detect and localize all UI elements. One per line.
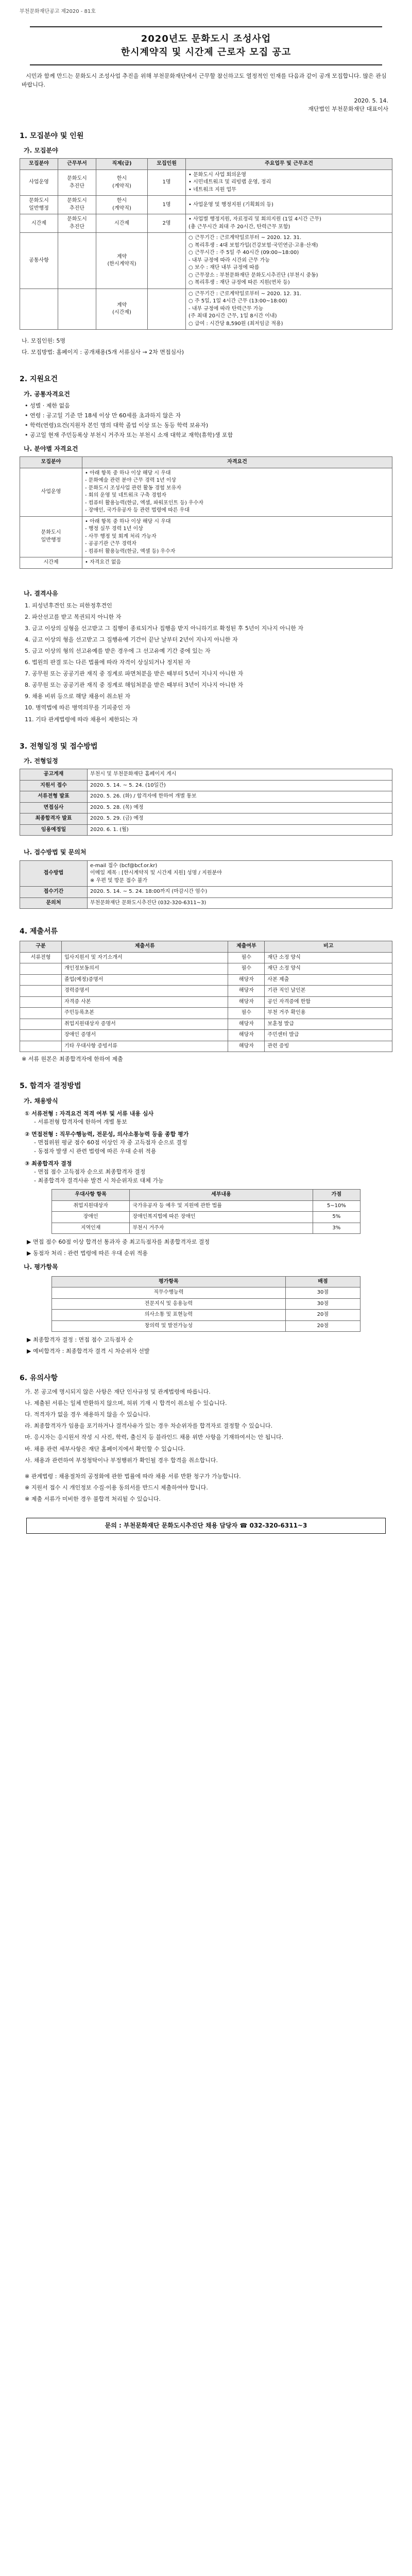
intro-text: 시민과 함께 만드는 문화도시 조성사업 추진을 위해 부천문화재단에서 근무할 참신하고도 열정적인 인재를 다음과 같이 공개 모집합니다. 많은 관심 바랍니다.	[22, 72, 387, 89]
table-cell: 졸업(예정)증명서	[62, 974, 228, 986]
table-cell: 의사소통 및 표현능력	[52, 1310, 286, 1321]
table-header: 세부내용	[130, 1190, 313, 1201]
note: ※ 서류 원본은 최종합격자에 한하여 제출	[22, 1056, 123, 1063]
table-cell: 취업지원대상자	[52, 1200, 130, 1212]
table-row	[20, 952, 392, 963]
requirements-table	[20, 456, 392, 569]
table-cell: 해당자	[228, 986, 265, 997]
table-cell: 2020. 5. 14. ~ 5. 24. 18:00까지 (마감시간 엄수)	[88, 887, 392, 898]
subsection-heading: 가. 모집분야	[24, 147, 58, 155]
list-item: 10. 병역법에 따른 병역의무를 기피중인 자	[25, 704, 130, 711]
step-body: - 면접 점수 고득점자 순으로 최종합격자 결정 - 최종합격자 결격사유 발견 시 차순위자로 대체 가능	[34, 1168, 164, 1184]
table-cell: 관련 증빙	[265, 1041, 392, 1052]
list-item: • 성별 · 제한 없음	[25, 402, 70, 409]
table-cell: 장애인	[52, 1212, 130, 1223]
list-item: 7. 공무원 또는 공공기관 재직 중 징계로 파면처분을 받은 때부터 5년이 지나지 아니한 자	[25, 670, 244, 677]
list-item: 6. 법원의 판결 또는 다른 법률에 따라 자격이 상실되거나 정지된 자	[25, 659, 191, 666]
table-header: 자격요건	[82, 457, 392, 468]
subsection-heading: 나. 접수방법 및 문의처	[24, 849, 87, 856]
notice-date: 2020. 5. 14.	[354, 97, 388, 104]
table-cell: 계약 (시간제)	[96, 289, 148, 330]
table-cell: 시간제	[20, 557, 82, 569]
table-cell: 직무수행능력	[52, 1287, 286, 1299]
table-header: 비고	[265, 941, 392, 953]
table-cell: 공인 자격증에 한함	[265, 996, 392, 1008]
table-row	[20, 196, 392, 214]
selection-step	[25, 1110, 392, 1126]
evaluation-table	[52, 1276, 360, 1332]
table-row	[20, 516, 392, 557]
list-item: 11. 기타 관계법령에 따라 채용이 제한되는 자	[25, 716, 138, 723]
table-cell: 기관 직인 날인본	[265, 986, 392, 997]
table-cell: • 사업운영 및 행정지원 (기획회의 등)	[186, 196, 392, 214]
table-cell	[20, 1030, 62, 1041]
table-cell: 부천시 및 부천문화재단 홈페이지 게시	[88, 769, 392, 781]
table-cell: 부천시 거주자	[130, 1223, 313, 1234]
table-cell: ○ 근무기간 : 근로계약일로부터 ~ 2020. 12. 31. ○ 주 5일, 1일 4시간 근무 (13:00~18:00) - 내부 규정에 따라 탄력근무 가능 (주 최대 20시간 근무, 1일 8시간 이내) ○ 급여 : 시간당 8,590원 (최저임금 적용)	[186, 289, 392, 330]
table-cell: 입사지원서 및 자기소개서	[62, 952, 228, 963]
table-row	[20, 791, 392, 803]
table-cell: 서류전형 발표	[20, 791, 88, 803]
subsection-heading: 나. 평가항목	[24, 1263, 58, 1271]
step-head: ③ 최종합격자 결정	[25, 1160, 72, 1167]
step-body: - 면접위원 평균 점수 60점 이상인 자 중 고득점자 순으로 결정 - 동점자 발생 시 관련 법령에 따른 우대 순위 적용	[34, 1139, 187, 1155]
table-cell: 문화도시 추진단	[58, 214, 96, 233]
table-cell: 해당자	[228, 1030, 265, 1041]
selection-steps	[25, 1110, 392, 1185]
table-header: 주요업무 및 근무조건	[186, 159, 392, 170]
table-cell: • 아래 항목 중 하나 이상 해당 시 우대 - 문화예술 관련 분야 근무 경력 1년 이상 - 문화도시 조성사업 관련 활동 경험 보유자 - 회의 운영 및 네트워크 구축 경험자 - 컴퓨터 활용능력(한글, 엑셀, 파워포인트 등) 우수자 - 장애인, 국가유공자 등 관련 법령에 따른 우대	[82, 468, 392, 516]
table-cell: 2020. 5. 26. (화) / 합격자에 한하여 개별 통보	[88, 791, 392, 803]
table-row	[52, 1212, 360, 1223]
table-header: 구분	[20, 941, 62, 953]
list-item: 9. 채용 비위 등으로 해당 채용이 취소된 자	[25, 693, 130, 700]
table-cell: 사업운영	[20, 468, 82, 516]
table-cell: 재단 소정 양식	[265, 963, 392, 975]
notice-title: 2020년도 문화도시 조성사업 한시계약직 및 시간제 근로자 모집 공고	[30, 26, 382, 65]
table-header: 직제(급)	[96, 159, 148, 170]
table-header: 제출서류	[62, 941, 228, 953]
list-item: ※ 지원서 접수 시 개인정보 수집·이용 동의서를 반드시 제출하여야 합니다.	[25, 1484, 208, 1491]
table-cell: 사업운영	[20, 170, 58, 196]
step-body: - 서류전형 합격자에 한하여 개별 통보	[34, 1118, 127, 1125]
table-row	[52, 1298, 360, 1310]
table-row	[20, 769, 392, 781]
table-cell: 임용예정일	[20, 824, 88, 836]
table-cell: 2020. 5. 14. ~ 5. 24. (10일간)	[88, 780, 392, 791]
selection-step	[25, 1160, 392, 1185]
subsection-heading: 나. 결격사유	[24, 589, 58, 597]
contact-bar: 문의 : 부천문화재단 문화도시추진단 채용 담당자 ☎ 032-320-6311~3	[26, 1518, 386, 1534]
list-item: 바. 채용 관련 세부사항은 재단 홈페이지에서 확인할 수 있습니다.	[25, 1445, 185, 1452]
list-item: 4. 금고 이상의 형을 선고받고 그 집행유예 기간이 끝난 날부터 2년이 지나지 아니한 자	[25, 636, 238, 643]
table-cell: • 사업별 행정지원, 자료정리 및 회의지원 (1일 4시간 근무) (총 근무시간 최대 주 20시간, 탄력근무 포함)	[186, 214, 392, 233]
list-item: 나. 제출된 서류는 일체 반환하지 않으며, 허위 기재 시 합격이 취소될 수 있습니다.	[25, 1400, 227, 1407]
table-cell	[20, 974, 62, 986]
table-header: 모집분야	[20, 457, 82, 468]
list-item: 8. 공무원 또는 공공기관 재직 중 징계로 해임처분을 받은 때부터 3년이 지나지 아니한 자	[25, 682, 244, 689]
table-header: 제출여부	[228, 941, 265, 953]
table-cell: 문화도시 추진단	[58, 170, 96, 196]
table-cell	[20, 986, 62, 997]
subsection-heading: 가. 채용방식	[24, 1097, 58, 1105]
table-cell: 최종합격자 발표	[20, 814, 88, 825]
notice-page	[20, 0, 392, 1554]
table-cell: 해당자	[228, 1041, 265, 1052]
table-cell: 20점	[285, 1320, 360, 1332]
table-cell: 취업지원대상자 증명서	[62, 1019, 228, 1030]
table-cell: 부천 거주 확인용	[265, 1008, 392, 1019]
table-cell: 한시 (계약직)	[96, 196, 148, 214]
table-cell: 국가유공자 등 예우 및 지원에 관한 법률	[130, 1200, 313, 1212]
note: ▶ 예비합격자 : 최종합격자 결격 시 차순위자 선발	[27, 1348, 150, 1355]
table-header: 가점	[313, 1190, 360, 1201]
table-row	[52, 1310, 360, 1321]
table-cell: 문의처	[20, 897, 88, 909]
table-cell: 개인정보동의서	[62, 963, 228, 975]
table-row	[20, 974, 392, 986]
table-cell: 2명	[148, 214, 186, 233]
table-cell: e-mail 접수 (bcf@bcf.or.kr) 이메일 제목 : [한시계약직 및 시간제 지원] 성명 / 지원분야 ※ 우편 및 방문 접수 불가	[88, 860, 392, 887]
table-cell: 장애인 증명서	[62, 1030, 228, 1041]
table-cell: 주민등록초본	[62, 1008, 228, 1019]
list-item: 사. 채용과 관련하여 부정청탁이나 부정행위가 확인될 경우 합격을 취소합니다.	[25, 1456, 218, 1464]
table-row	[20, 170, 392, 196]
list-item: • 연령 : 공고일 기준 만 18세 이상 만 60세를 초과하지 않은 자	[25, 412, 181, 419]
table-cell: • 자격요건 없음	[82, 557, 392, 569]
table-cell: 자격증 사본	[62, 996, 228, 1008]
table-row	[52, 1320, 360, 1332]
recruit-table	[20, 158, 392, 330]
table-row	[20, 1008, 392, 1019]
table-cell: 20점	[285, 1310, 360, 1321]
table-cell: 30점	[285, 1287, 360, 1299]
notice-signer: 재단법인 부천문화재단 대표이사	[308, 105, 388, 112]
section-heading: 3. 전형일정 및 접수방법	[20, 742, 98, 751]
subsection-heading: 가. 전형일정	[24, 757, 58, 765]
list-item: 2. 파산선고를 받고 복권되지 아니한 자	[25, 614, 122, 621]
table-cell: • 아래 항목 중 하나 이상 해당 시 우대 - 행정 실무 경력 1년 이상 - 사무 행정 및 회계 처리 가능자 - 공공기관 근무 경력자 - 컴퓨터 활용능력(한글, 엑셀 등) 우수자	[82, 516, 392, 557]
table-cell: 주민센터 발급	[265, 1030, 392, 1041]
list-item: ※ 제출 서류가 미비한 경우 불합격 처리될 수 있습니다.	[25, 1495, 161, 1502]
table-cell: 3%	[313, 1223, 360, 1234]
table-row	[20, 963, 392, 975]
table-cell: 보훈청 발급	[265, 1019, 392, 1030]
table-cell: 지원서 접수	[20, 780, 88, 791]
table-cell: 기타 우대사항 증빙서류	[62, 1041, 228, 1052]
table-row	[52, 1223, 360, 1234]
documents-table	[20, 941, 392, 1052]
table-header: 배점	[285, 1276, 360, 1287]
table-row	[20, 986, 392, 997]
list-item: 5. 금고 이상의 형의 선고유예를 받은 경우에 그 선고유예 기간 중에 있는 자	[25, 648, 211, 655]
list-item: • 공고일 현재 주민등록상 부천시 거주자 또는 부천시 소재 대학교 재학(휴학)생 포함	[25, 431, 233, 438]
list-item: ※ 관계법령 : 채용절차의 공정화에 관한 법률에 따라 채용 서류 반환 청구가 가능합니다.	[25, 1472, 241, 1480]
table-header: 우대사항 항목	[52, 1190, 130, 1201]
note: ▶ 동점자 처리 : 관련 법령에 따른 우대 순위 적용	[27, 1250, 148, 1257]
table-cell: 장애인복지법에 따른 장애인	[130, 1212, 313, 1223]
table-row	[20, 214, 392, 233]
table-cell: 공통사항	[20, 233, 58, 289]
table-cell: 경력증명서	[62, 986, 228, 997]
table-row	[20, 233, 392, 289]
table-cell: 1명	[148, 170, 186, 196]
subsection-heading: 가. 공통자격요건	[24, 390, 70, 398]
table-cell: 전문지식 및 응용능력	[52, 1298, 286, 1310]
table-cell: 문화도시 추진단	[58, 196, 96, 214]
table-cell: 서류전형	[20, 952, 62, 963]
step-head: ② 면접전형 : 직무수행능력, 전문성, 의사소통능력 등을 종합 평가	[25, 1131, 189, 1138]
table-row	[20, 802, 392, 814]
table-cell	[148, 289, 186, 330]
table-cell: 접수기간	[20, 887, 88, 898]
table-cell: 2020. 6. 1. (월)	[88, 824, 392, 836]
table-row	[52, 1200, 360, 1212]
table-cell	[58, 289, 96, 330]
application-table	[20, 860, 392, 909]
table-cell: 부천문화재단 문화도시추진단 (032-320-6311~3)	[88, 897, 392, 909]
table-cell: 문화도시 일반행정	[20, 516, 82, 557]
section-heading: 6. 유의사항	[20, 1374, 58, 1382]
table-row	[52, 1287, 360, 1299]
table-row	[20, 557, 392, 569]
table-cell	[20, 1008, 62, 1019]
caution-extra-list	[20, 1472, 392, 1503]
table-cell	[20, 1019, 62, 1030]
table-row	[20, 860, 392, 887]
table-cell: 2020. 5. 29. (금) 예정	[88, 814, 392, 825]
table-cell: • 문화도시 사업 회의운영 • 시민네트워크 및 리빙랩 운영, 정리 • 네트워크 지원 업무	[186, 170, 392, 196]
table-row	[20, 824, 392, 836]
list-item: • 학력(연령)요건(지원자 본인 명의 대학 졸업 이상 또는 동등 학력 보유자)	[25, 421, 209, 429]
table-cell	[20, 289, 58, 330]
table-cell: 창의력 및 발전가능성	[52, 1320, 286, 1332]
selection-step	[25, 1130, 392, 1156]
table-cell: 사본 제출	[265, 974, 392, 986]
note: 나. 모집인원: 5명	[22, 337, 65, 345]
table-header: 모집분야	[20, 159, 58, 170]
table-cell	[20, 996, 62, 1008]
section-heading: 2. 지원요건	[20, 375, 58, 384]
common-requirements	[20, 402, 392, 439]
section-heading: 5. 합격자 결정방법	[20, 1082, 81, 1091]
table-cell: 30점	[285, 1298, 360, 1310]
table-cell: 문화도시 일반행정	[20, 196, 58, 214]
table-header: 평가항목	[52, 1276, 286, 1287]
schedule-table	[20, 769, 392, 836]
subsection-heading: 나. 분야별 자격요건	[24, 445, 78, 452]
table-cell	[148, 233, 186, 289]
table-cell: 시간제	[20, 214, 58, 233]
table-cell: 한시 (계약직)	[96, 170, 148, 196]
step-head: ① 서류전형 : 자격요건 적격 여부 및 서류 내용 심사	[25, 1110, 154, 1117]
table-cell: 접수방법	[20, 860, 88, 887]
list-item: 1. 피성년후견인 또는 피한정후견인	[25, 602, 112, 609]
caution-list	[20, 1387, 392, 1464]
preference-table	[52, 1189, 360, 1234]
table-row	[20, 814, 392, 825]
table-cell	[20, 963, 62, 975]
table-cell: 재단 소정 양식	[265, 952, 392, 963]
notice-number: 부천문화재단공고 제2020 - 81호	[20, 9, 96, 14]
table-row	[20, 887, 392, 898]
table-cell: ○ 근무기간 : 근로계약일로부터 ~ 2020. 12. 31. ○ 복리후생 : 4대 보험가입(건강보험·국민연금·고용·산재) ○ 근무시간 : 주 5일 주 40시간 (09:00~18:00) - 내부 규정에 따라 시간외 근무 가능 ○ 보수 : 재단 내부 규정에 따름 ○ 근무장소 : 부천문화재단 문화도시추진단 (부천시 중동) ○ 복리후생 : 재단 규정에 따른 지원(연차 등)	[186, 233, 392, 289]
table-cell: 시간제	[96, 214, 148, 233]
table-header: 모집인원	[148, 159, 186, 170]
table-row	[20, 1041, 392, 1052]
note: 다. 모집방법: 홈페이지 : 공개채용(5개 서류심사 → 2차 면접심사)	[22, 349, 184, 356]
table-cell: 해당자	[228, 1019, 265, 1030]
table-cell: 5%	[313, 1212, 360, 1223]
table-cell: 필수	[228, 1008, 265, 1019]
list-item: 마. 응시자는 응시원서 작성 시 사진, 학력, 출신지 등 블라인드 채용 위반 사항을 기재하여서는 안 됩니다.	[25, 1434, 284, 1441]
table-cell: 공고게재	[20, 769, 88, 781]
disqualification-list	[20, 601, 392, 724]
list-item: 라. 최종합격자가 임용을 포기하거나 결격사유가 있는 경우 차순위자를 합격자로 결정할 수 있습니다.	[25, 1422, 273, 1430]
list-item: 가. 본 공고에 명시되지 않은 사항은 재단 인사규정 및 관계법령에 따릅니다.	[25, 1388, 211, 1396]
note: ▶ 최종합격자 결정 : 면접 점수 고득점자 순	[27, 1336, 133, 1344]
table-row	[20, 996, 392, 1008]
table-row	[20, 897, 392, 909]
table-cell	[20, 1041, 62, 1052]
table-cell: 필수	[228, 963, 265, 975]
table-row	[20, 1019, 392, 1030]
table-cell: 2020. 5. 28. (목) 예정	[88, 802, 392, 814]
list-item: 3. 금고 이상의 실형을 선고받고 그 집행이 종료되거나 집행을 받지 아니하기로 확정된 후 5년이 지나지 아니한 자	[25, 625, 303, 632]
table-cell: 계약 (한시계약직)	[96, 233, 148, 289]
section-heading: 1. 모집분야 및 인원	[20, 131, 84, 140]
table-cell: 5~10%	[313, 1200, 360, 1212]
table-row	[20, 289, 392, 330]
table-cell: 1명	[148, 196, 186, 214]
table-row	[20, 1030, 392, 1041]
table-row	[20, 780, 392, 791]
note: ▶ 면접 점수 60점 이상 합격선 통과자 중 최고득점자를 최종합격자로 결정	[27, 1239, 210, 1246]
table-header: 근무부서	[58, 159, 96, 170]
table-row	[20, 468, 392, 516]
table-cell: 면접심사	[20, 802, 88, 814]
table-cell: 해당자	[228, 996, 265, 1008]
table-cell: 해당자	[228, 974, 265, 986]
list-item: 다. 적격자가 없을 경우 채용하지 않을 수 있습니다.	[25, 1411, 150, 1418]
table-cell	[58, 233, 96, 289]
section-heading: 4. 제출서류	[20, 927, 58, 936]
table-cell: 필수	[228, 952, 265, 963]
table-cell: 지역인재	[52, 1223, 130, 1234]
